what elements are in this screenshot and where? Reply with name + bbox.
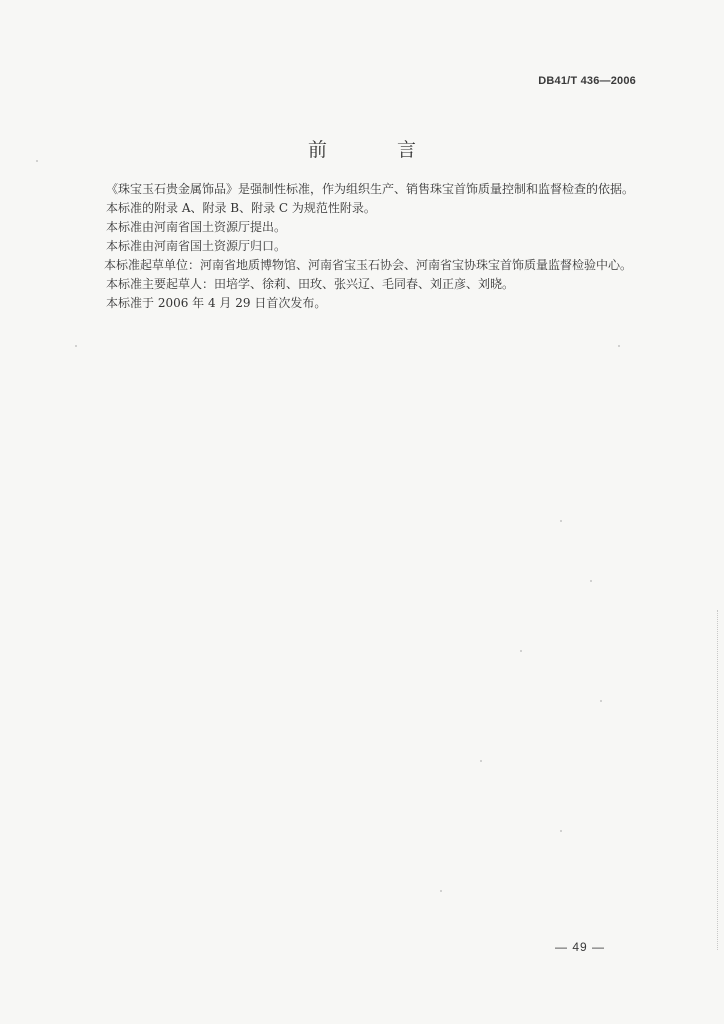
scan-speck (440, 890, 442, 892)
paragraph-standard-nature: 《珠宝玉石贵金属饰品》是强制性标准，作为组织生产、销售珠宝首饰质量控制和监督检查的依据。 (106, 182, 635, 196)
page-number: — 49 — (555, 940, 606, 954)
paragraph-proposed-by: 本标准由河南省国土资源厅提出。 (106, 220, 287, 234)
paragraph-managed-by: 本标准由河南省国土资源厅归口。 (106, 239, 287, 253)
scan-speck (618, 345, 620, 347)
paragraph-appendices: 本标准的附录 A、附录 B、附录 C 为规范性附录。 (106, 201, 376, 215)
scan-speck (480, 760, 482, 762)
scan-speck (600, 700, 602, 702)
scan-speck (36, 160, 38, 162)
standard-code: DB41/T 436—2006 (538, 75, 636, 87)
paragraph-drafting-units: 本标准起草单位：河南省地质博物馆、河南省宝玉石协会、河南省宝协珠宝首饰质量监督检验中心。 (104, 258, 633, 272)
scan-speck (75, 345, 77, 347)
page-title: 前 言 (307, 139, 449, 161)
paragraph-drafters: 本标准主要起草人：田培学、徐莉、田玫、张兴辽、毛同春、刘正彦、刘晓。 (106, 277, 515, 291)
paragraph-issue-date: 本标准于 2006 年 4 月 29 日首次发布。 (106, 296, 327, 310)
scan-edge-mark (716, 610, 718, 950)
scan-speck (590, 580, 592, 582)
scan-speck (560, 830, 562, 832)
scan-speck (560, 520, 562, 522)
foreword-body (82, 180, 642, 313)
scan-speck (520, 650, 522, 652)
